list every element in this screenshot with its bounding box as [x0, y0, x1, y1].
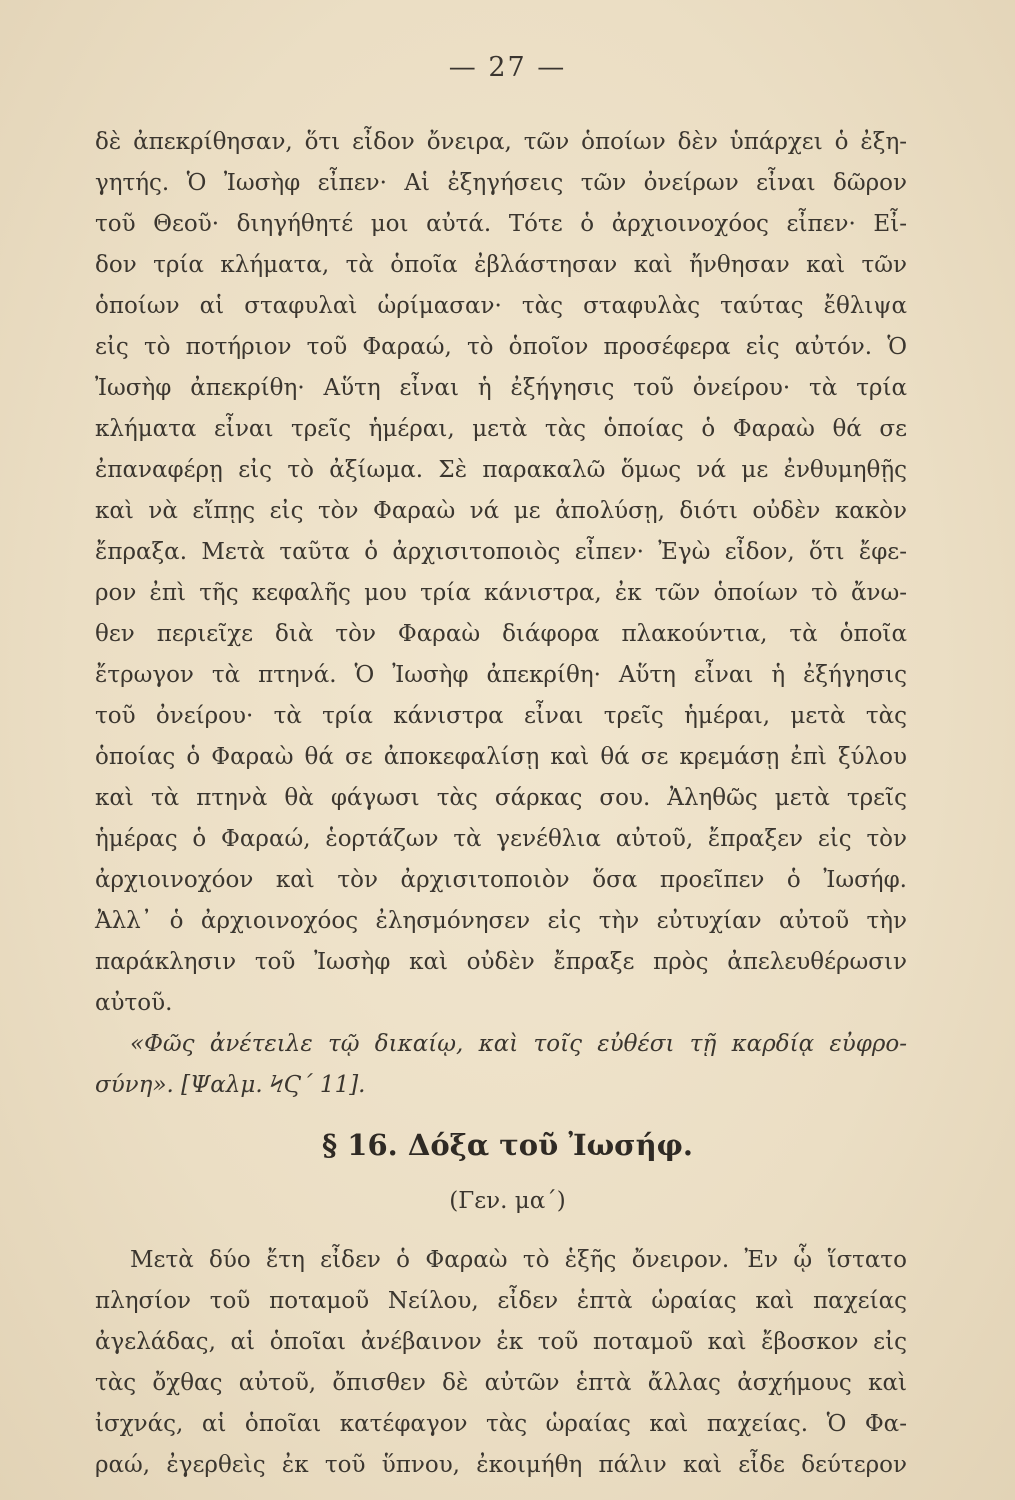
paragraph-line: ἐπαναφέρῃ εἰς τὸ ἀξίωμα. Σὲ παρακαλῶ ὅμως νά με ἐνθυμηθῇς	[95, 457, 907, 483]
paragraph-line: παράκλησιν τοῦ Ἰωσὴφ καὶ οὐδὲν ἔπραξε πρὸς ἀπελευθέρωσιν	[95, 949, 907, 975]
paragraph-line: καὶ τὰ πτηνὰ θὰ φάγωσι τὰς σάρκας σου. Ἀληθῶς μετὰ τρεῖς	[95, 785, 907, 811]
paragraph-line: τοῦ Θεοῦ· διηγήθητέ μοι αὐτά. Τότε ὁ ἀρχιοινοχόος εἶπεν· Εἶ-	[95, 211, 907, 237]
paragraph-line: Μετὰ δύο ἔτη εἶδεν ὁ Φαραὼ τὸ ἑξῆς ὄνειρον. Ἐν ᾧ ἵστατο	[130, 1247, 907, 1273]
paragraph-line: ραώ, ἐγερθεὶς ἐκ τοῦ ὕπνου, ἐκοιμήθη πάλιν καὶ εἶδε δεύτερον	[95, 1452, 907, 1478]
paragraph-line: ὁποίων αἱ σταφυλαὶ ὡρίμασαν· τὰς σταφυλὰς ταύτας ἔθλιψα	[95, 293, 907, 319]
paragraph-line: ἀγελάδας, αἱ ὁποῖαι ἀνέβαινον ἐκ τοῦ ποταμοῦ καὶ ἔβοσκον εἰς	[95, 1329, 907, 1355]
paragraph-line: Ἰωσὴφ ἀπεκρίθη· Αὕτη εἶναι ἡ ἐξήγησις τοῦ ὀνείρου· τὰ τρία	[95, 375, 907, 401]
paragraph-line: δὲ ἀπεκρίθησαν, ὅτι εἶδον ὄνειρα, τῶν ὁποίων δὲν ὑπάρχει ὁ ἐξη-	[95, 129, 907, 155]
paragraph-line: θεν περιεῖχε διὰ τὸν Φαραὼ διάφορα πλακούντια, τὰ ὁποῖα	[95, 621, 907, 647]
page-number: — 27 —	[448, 52, 567, 83]
paragraph-line: ἡμέρας ὁ Φαραώ, ἑορτάζων τὰ γενέθλια αὐτοῦ, ἔπραξεν εἰς τὸν	[95, 826, 907, 852]
paragraph-line: πλησίον τοῦ ποταμοῦ Νείλου, εἶδεν ἑπτὰ ὡραίας καὶ παχείας	[95, 1288, 907, 1314]
psalm-quote-line: «Φῶς ἀνέτειλε τῷ δικαίῳ, καὶ τοῖς εὐθέσι τῇ καρδίᾳ εὐφρο-	[130, 1031, 907, 1057]
paragraph-line: τὰς ὄχθας αὐτοῦ, ὄπισθεν δὲ αὐτῶν ἑπτὰ ἄλλας ἀσχήμους καὶ	[95, 1370, 907, 1396]
paragraph-line: δον τρία κλήματα, τὰ ὁποῖα ἐβλάστησαν καὶ ἤνθησαν καὶ τῶν	[95, 252, 907, 278]
paragraph-line: γητής. Ὁ Ἰωσὴφ εἶπεν· Αἱ ἐξηγήσεις τῶν ὀνείρων εἶναι δῶρον	[95, 170, 907, 196]
section-heading: § 16. Δόξα τοῦ Ἰωσήφ.	[322, 1128, 693, 1162]
paragraph-line: αὐτοῦ.	[95, 990, 173, 1016]
paragraph-line: ρον ἐπὶ τῆς κεφαλῆς μου τρία κάνιστρα, ἐκ τῶν ὁποίων τὸ ἄνω-	[95, 580, 907, 606]
psalm-quote-line: σύνη». [Ψαλμ. ϞϚ´ 11].	[95, 1072, 366, 1098]
paragraph-line: καὶ νὰ εἴπῃς εἰς τὸν Φαραὼ νά με ἀπολύσῃ, διότι οὐδὲν κακὸν	[95, 498, 907, 524]
section-reference: (Γεν. μα´)	[449, 1188, 566, 1214]
paragraph-line: ἔπραξα. Μετὰ ταῦτα ὁ ἀρχισιτοποιὸς εἶπεν· Ἐγὼ εἶδον, ὅτι ἔφε-	[95, 539, 907, 565]
paragraph-line: ἰσχνάς, αἱ ὁποῖαι κατέφαγον τὰς ὡραίας καὶ παχείας. Ὁ Φα-	[95, 1411, 907, 1437]
paragraph-line: ὁποίας ὁ Φαραὼ θά σε ἀποκεφαλίσῃ καὶ θά σε κρεμάσῃ ἐπὶ ξύλου	[95, 744, 907, 770]
paragraph-line: κλήματα εἶναι τρεῖς ἡμέραι, μετὰ τὰς ὁποίας ὁ Φαραὼ θά σε	[95, 416, 907, 442]
paragraph-line: Ἀλλ᾽ ὁ ἀρχιοινοχόος ἐλησμόνησεν εἰς τὴν εὐτυχίαν αὐτοῦ τὴν	[95, 908, 907, 934]
paragraph-line: ἔτρωγον τὰ πτηνά. Ὁ Ἰωσὴφ ἀπεκρίθη· Αὕτη εἶναι ἡ ἐξήγησις	[95, 662, 907, 688]
paragraph-line: τοῦ ὀνείρου· τὰ τρία κάνιστρα εἶναι τρεῖς ἡμέραι, μετὰ τὰς	[95, 703, 907, 729]
paragraph-line: εἰς τὸ ποτήριον τοῦ Φαραώ, τὸ ὁποῖον προσέφερα εἰς αὐτόν. Ὁ	[95, 334, 907, 360]
paragraph-line: ἀρχιοινοχόον καὶ τὸν ἀρχισιτοποιὸν ὅσα προεῖπεν ὁ Ἰωσήφ.	[95, 867, 907, 893]
